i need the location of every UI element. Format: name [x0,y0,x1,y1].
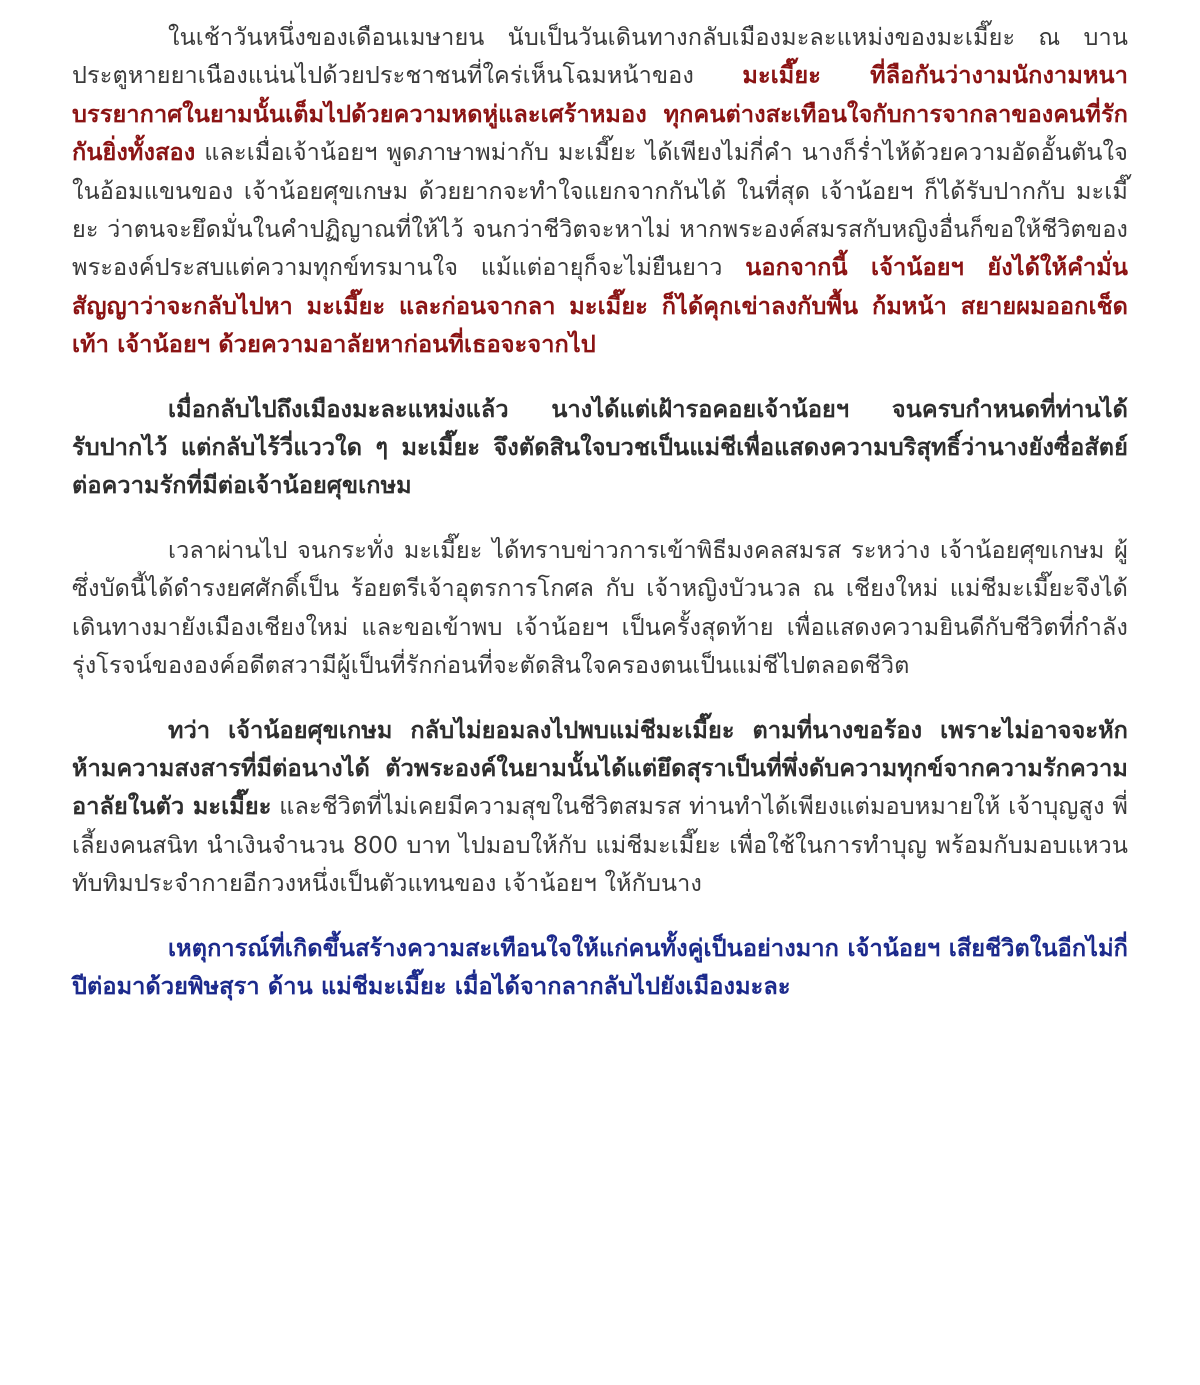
paragraph-ordination [72,390,1128,505]
highlighted-text: นอกจากนี้ เจ้าน้อยฯ ยังได้ให้คำมั่นสัญญาว่าจะกลับไปหา มะเมี๊ยะ และก่อนจากลา มะเมี๊ยะ ก็ได้คุกเข่าลงกับพื้น ก้มหน้า สยายผมออกเช็ดเท้า เจ้าน้อยฯ ด้วยความอาลัยหาก่อนที่เธอจะจากไป [72,253,1128,359]
paragraph-wedding-news [72,531,1128,685]
text-segment: และชีวิตที่ไม่เคยมีความสุขในชีวิตสมรส ท่านทำได้เพียงแต่มอบหมายให้ เจ้าบุญสูง พี่เลี้ยงคนสนิท นำเงินจำนวน 800 บาท ไปมอบให้กับ แม่ชีมะเมี๊ยะ เพื่อใช้ในการทำบุญ พร้อมกับมอบแหวนทับทิมประจำกายอีกวงหนึ่งเป็นตัวแทนของ เจ้าน้อยฯ ให้กับนาง [72,792,1128,898]
paragraph-aftermath [72,929,1128,1006]
paragraph-departure [72,18,1128,364]
text-segment: และเมื่อเจ้าน้อยฯ พูดภาษาพม่ากับ มะเมี๊ยะ ได้เพียงไม่กี่คำ นางก็ร่ำไห้ด้วยความอัดอั้นตันใจในอ้อมแขนของ เจ้าน้อยศุขเกษม ด้วยยากจะทำใจแยกจากกันได้ ในที่สุด เจ้าน้อยฯ ก็ได้รับปากกับ มะเมี๊ยะ ว่าตนจะยึดมั่นในคำปฏิญาณที่ให้ไว้ จนกว่าชีวิตจะหาไม่ หากพระองค์สมรสกับหญิงอื่นก็ขอให้ชีวิตของพระองค์ประสบแต่ความทุกข์ทรมานใจ แม้แต่อายุก็จะไม่ยืนยาว [72,138,1128,282]
text-segment: ในเช้าวันหนึ่งของเดือนเมษายน นับเป็นวันเดินทางกลับเมืองมะละแหม่งของมะเมี๊ยะ ณ บานประตูหายยาเนืองแน่นไปด้วยประชาชนที่ใคร่เห็นโฉมหน้าของ [72,23,1128,90]
text-segment: เวลาผ่านไป จนกระทั่ง มะเมี๊ยะ ได้ทราบข่าวการเข้าพิธีมงคลสมรส ระหว่าง เจ้าน้อยศุขเกษม ผู้ซึ่งบัดนี้ได้ดำรงยศศักดิ์เป็น ร้อยตรีเจ้าอุตรการโกศล กับ เจ้าหญิงบัวนวล ณ เชียงใหม่ แม่ชีมะเมี๊ยะจึงได้เดินทางมายังเมืองเชียงใหม่ และขอเข้าพบ เจ้าน้อยฯ เป็นครั้งสุดท้าย เพื่อแสดงความยินดีกับชีวิตที่กำลังรุ่งโรจน์ขององค์อดีตสวามีผู้เป็นที่รักก่อนที่จะตัดสินใจครองตนเป็นแม่ชีไปตลอดชีวิต [72,535,1128,680]
highlighted-text: ทว่า เจ้าน้อยศุขเกษม กลับไม่ยอมลงไปพบแม่ชีมะเมี๊ยะ ตามที่นางขอร้อง เพราะไม่อาจจะหักห้ามความสงสารที่มีต่อนางได้ ตัวพระองค์ในยามนั้นได้แต่ยึดสุราเป็นที่พึ่งดับความทุกข์จากความรักความอาลัยในตัว มะเมี๊ยะ [72,715,1128,821]
highlighted-text: มะเมี๊ยะ ที่ลือกันว่างามนักงามหนา บรรยากาศในยามนั้นเต็มไปด้วยความหดหู่และเศร้าหมอง ทุกคนต่างสะเทือนใจกับการจากลาของคนที่รักกันยิ่งทั้งสอง [72,61,1128,167]
paragraph-refusal [72,711,1128,903]
highlighted-text: เหตุการณ์ที่เกิดขึ้นสร้างความสะเทือนใจให้แก่คนทั้งคู่เป็นอย่างมาก เจ้าน้อยฯ เสียชีวิตในอีกไม่กี่ปีต่อมาด้วยพิษสุรา ด้าน แม่ชีมะเมี๊ยะ เมื่อได้จากลากลับไปยังเมืองมะละ [72,933,1128,1000]
highlighted-text: เมื่อกลับไปถึงเมืองมะละแหม่งแล้ว นางได้แต่เฝ้ารอคอยเจ้าน้อยฯ จนครบกำหนดที่ท่านได้รับปากไว้ แต่กลับไร้วี่แววใด ๆ มะเมี๊ยะ จึงตัดสินใจบวชเป็นแม่ชีเพื่อแสดงความบริสุทธิ์ว่านางยังซื่อสัตย์ต่อความรักที่มีต่อเจ้าน้อยศุขเกษม [72,394,1128,500]
